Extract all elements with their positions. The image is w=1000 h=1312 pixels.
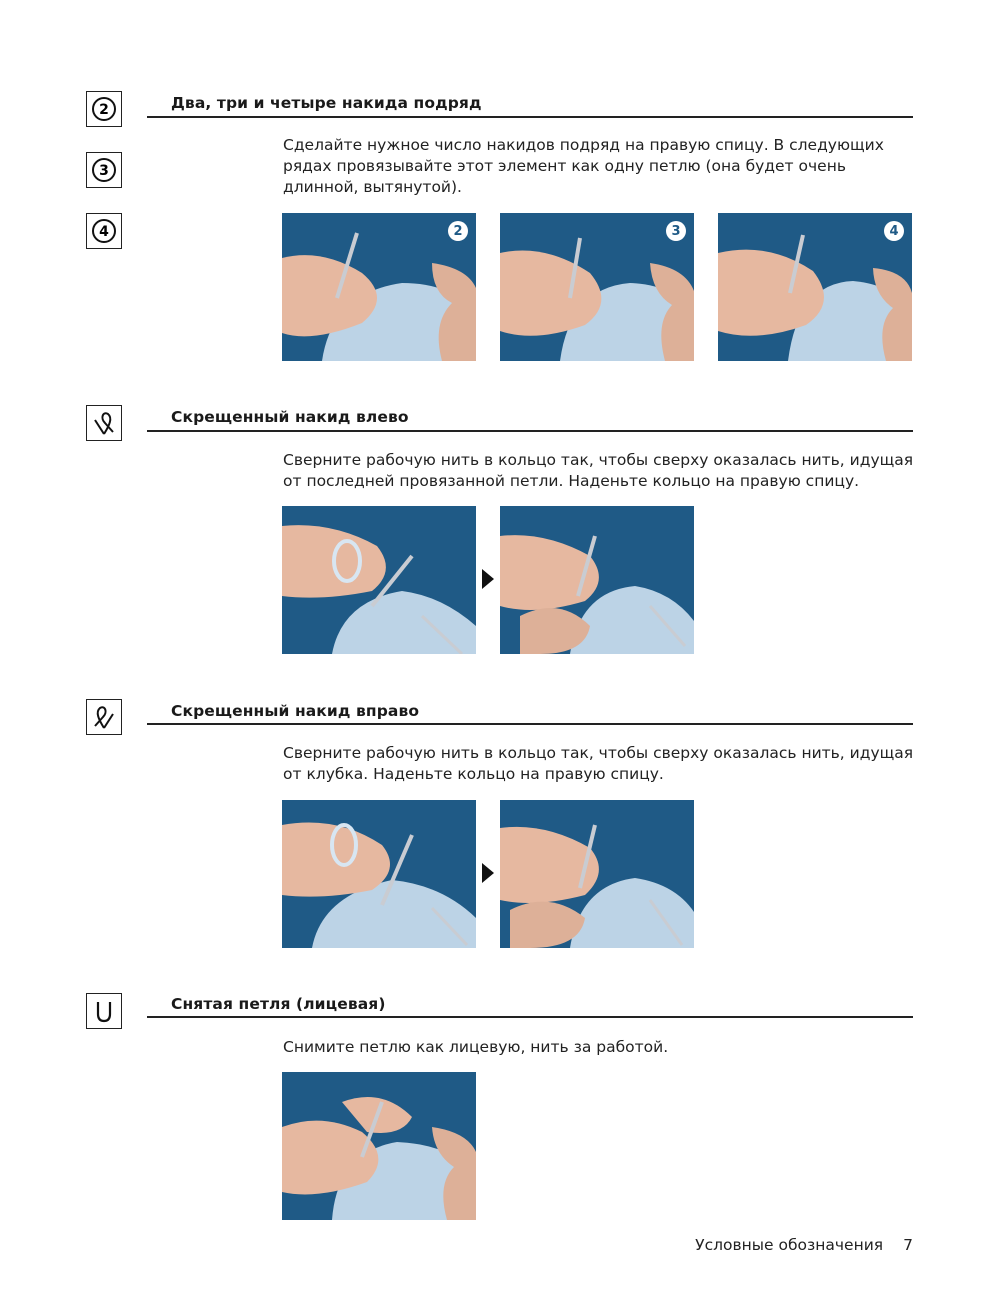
photo-slipped-stitch: [282, 1072, 476, 1220]
photo-badge: 3: [666, 221, 686, 241]
step-arrow: [482, 569, 494, 589]
symbol-box-three: [86, 152, 122, 188]
section-title-crossed-right: Скрещенный накид вправо: [171, 702, 420, 720]
section-title-multiple-yarn-overs: Два, три и четыре накида подряд: [171, 94, 482, 112]
svg-text:4: 4: [99, 224, 109, 240]
photo-crossed-left-step-1: [282, 506, 476, 654]
circled-three-icon: [89, 155, 119, 185]
photo-two-yarn-overs: [282, 213, 476, 361]
section-rule: [147, 116, 913, 118]
photo-four-yarn-overs: [718, 213, 912, 361]
symbol-box-two: [86, 91, 122, 127]
symbol-box-slipped-stitch: [86, 993, 122, 1029]
symbol-box-crossed-left: [86, 405, 122, 441]
section-rule: [147, 723, 913, 725]
section-rule: [147, 1016, 913, 1018]
symbol-box-crossed-right: [86, 699, 122, 735]
crossed-yarn-over-right-icon: [89, 702, 119, 732]
circled-two-icon: [89, 94, 119, 124]
svg-text:2: 2: [99, 102, 109, 118]
footer-section-title: Условные обозначения: [695, 1236, 884, 1254]
page-footer: [695, 1236, 913, 1254]
section-description: Сделайте нужное число накидов подряд на правую спицу. В следующих рядах провязывайте этот элемент как одну петлю (она будет очень длинной, вытянутой).: [283, 136, 884, 196]
svg-text:3: 3: [99, 163, 109, 179]
photo-three-yarn-overs: [500, 213, 694, 361]
section-description: Сверните рабочую нить в кольцо так, чтобы сверху оказалась нить, идущая от последней провязанной петли. Наденьте кольцо на правую спицу.: [283, 451, 914, 490]
step-arrow: [482, 863, 494, 883]
crossed-yarn-over-left-icon: [89, 408, 119, 438]
section-title-slipped-stitch: Снятая петля (лицевая): [171, 995, 386, 1013]
circled-four-icon: [89, 216, 119, 246]
slipped-stitch-icon: [89, 996, 119, 1026]
section-description: Сверните рабочую нить в кольцо так, чтобы сверху оказалась нить, идущая от клубка. Наденьте кольцо на правую спицу.: [283, 744, 914, 783]
photo-crossed-right-step-1: [282, 800, 476, 948]
section-title-crossed-left: Скрещенный накид влево: [171, 408, 409, 426]
section-rule: [147, 430, 913, 432]
symbol-box-four: [86, 213, 122, 249]
page-number: 7: [903, 1236, 913, 1254]
section-description: Снимите петлю как лицевую, нить за работой.: [283, 1038, 669, 1056]
photo-badge: 2: [448, 221, 468, 241]
photo-crossed-right-step-2: [500, 800, 694, 948]
photo-badge: 4: [884, 221, 904, 241]
photo-crossed-left-step-2: [500, 506, 694, 654]
